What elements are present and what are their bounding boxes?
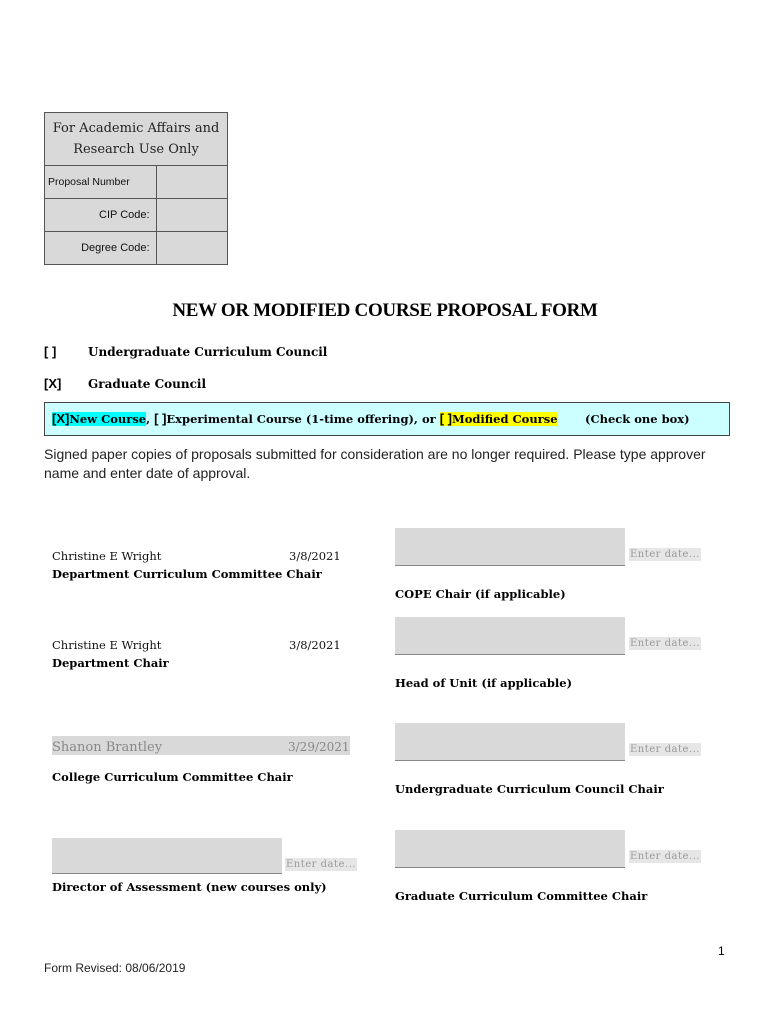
- signer-date-value: 3/29/2021: [288, 740, 350, 754]
- degree-code-field[interactable]: [156, 232, 227, 265]
- council-option-graduate[interactable]: [44, 376, 206, 391]
- signer-role-label: Undergraduate Curriculum Council Chair: [395, 782, 664, 796]
- signer-role-label: Head of Unit (if applicable): [395, 676, 573, 690]
- signature-name-field[interactable]: [395, 723, 625, 761]
- modified-course-label: Modified Course: [451, 412, 558, 426]
- signer-role-label: Department Curriculum Committee Chair: [52, 567, 322, 581]
- date-picker-field[interactable]: Enter date...: [630, 851, 700, 862]
- signer-date-field[interactable]: 3/8/2021: [289, 549, 341, 563]
- date-picker-field[interactable]: Enter date...: [286, 859, 356, 870]
- signer-role-label: Director of Assessment (new courses only): [52, 880, 327, 894]
- form-revised-footer: Form Revised: 08/06/2019: [44, 961, 186, 975]
- experimental-course-label: Experimental Course (1-time offering),: [166, 412, 418, 426]
- check-one-instruction: (Check one box): [585, 412, 690, 426]
- council-name: Graduate Council: [88, 377, 207, 391]
- signer-name-value: Shanon Brantley: [52, 740, 163, 755]
- experimental-course-checkbox[interactable]: [ ]: [154, 411, 167, 426]
- new-course-option[interactable]: [52, 412, 146, 426]
- instructions-paragraph: Signed paper copies of proposals submitted for consideration are no longer required. Please type approver name and enter date of approval.: [44, 446, 706, 481]
- signer-role-label: Graduate Curriculum Committee Chair: [395, 889, 648, 903]
- new-course-checkbox[interactable]: [X]: [52, 411, 70, 426]
- signer-role-label: COPE Chair (if applicable): [395, 587, 566, 601]
- or-text: or: [417, 412, 440, 426]
- academic-affairs-use-box: [44, 112, 228, 265]
- signer-name-field[interactable]: Christine E Wright: [52, 549, 162, 563]
- date-picker-field[interactable]: Enter date...: [630, 744, 700, 755]
- modified-course-checkbox[interactable]: [ ]: [439, 411, 452, 426]
- modified-course-option[interactable]: [440, 412, 558, 426]
- cip-code-label: CIP Code:: [45, 199, 157, 232]
- new-course-label: New Course: [69, 412, 147, 426]
- signature-name-field[interactable]: [52, 838, 282, 874]
- signer-role-label: College Curriculum Committee Chair: [52, 770, 293, 784]
- undergraduate-checkbox[interactable]: [ ]: [44, 344, 57, 359]
- page-number: 1: [718, 944, 725, 958]
- date-picker-field[interactable]: Enter date...: [630, 638, 700, 649]
- signer-name-field[interactable]: [52, 736, 288, 755]
- course-type-selector: [44, 402, 730, 436]
- signer-date-field[interactable]: [288, 736, 350, 755]
- signer-name-field[interactable]: Christine E Wright: [52, 638, 162, 652]
- graduate-checkbox[interactable]: [X]: [44, 376, 62, 391]
- signer-date-field[interactable]: 3/8/2021: [289, 638, 341, 652]
- use-box-header: For Academic Affairs and Research Use Only: [45, 113, 228, 166]
- signature-name-field[interactable]: [395, 528, 625, 566]
- cip-code-field[interactable]: [156, 199, 227, 232]
- separator: ,: [146, 412, 155, 426]
- signature-name-field[interactable]: [395, 617, 625, 655]
- form-title: NEW OR MODIFIED COURSE PROPOSAL FORM: [172, 300, 598, 321]
- council-name: Undergraduate Curriculum Council: [88, 345, 328, 359]
- proposal-number-label: Proposal Number: [45, 166, 157, 199]
- degree-code-label: Degree Code:: [45, 232, 157, 265]
- signer-role-label: Department Chair: [52, 656, 169, 670]
- signature-name-field[interactable]: [395, 830, 625, 868]
- date-picker-field[interactable]: Enter date...: [630, 549, 700, 560]
- proposal-number-field[interactable]: [156, 166, 227, 199]
- council-option-undergraduate[interactable]: [44, 344, 327, 359]
